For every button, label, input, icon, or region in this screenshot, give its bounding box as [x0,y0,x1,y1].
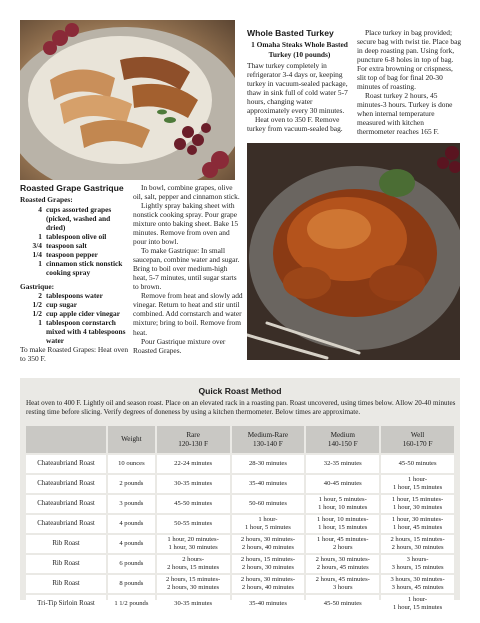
roast-cut-cell: Rib Roast [26,535,106,553]
roast-times-table [24,424,456,615]
table-cell: 2 hours, 15 minutes- 2 hours, 30 minutes [381,535,454,553]
ingredient-qty: 4 [38,204,42,214]
whole-roasted-turkey-photo [247,143,460,360]
ingredient-qty: 2 [38,290,42,300]
roast-cut-cell: Chateaubriand Roast [26,515,106,533]
table-row [26,535,454,553]
table-cell: 45-50 minutes [157,495,230,513]
roast-cut-cell: Tri-Tip Sirloin Roast [26,595,106,613]
ingredient-item [20,205,130,232]
table-cell: 6 pounds [108,555,155,573]
table-header-cell [26,426,106,453]
table-cell: 35-40 minutes [232,595,305,613]
ingredient-qty: 1/2 [32,308,42,318]
grape-step-1: To make Roasted Grapes: Heat oven to 350 F. [20,344,129,364]
table-cell: 4 pounds [108,535,155,553]
table-cell: 40-45 minutes [306,475,379,493]
roast-cut-cell: Chateaubriand Roast [26,495,106,513]
table-header-cell: Weight [108,426,155,453]
roast-cut-cell: Chateaubriand Roast [26,475,106,493]
grape-step-4: To make Gastrique: In small saucepan, combine water and sugar. Bring to boil over medium-high heat, 5-7 minutes, until sugar starts to brown. [133,246,240,292]
table-cell: 3 pounds [108,495,155,513]
ingredient-item [20,309,130,318]
turkey-ingredient-name: Omaha Steaks Whole Basted Turkey (10 pounds) [256,40,348,59]
table-cell: 35-40 minutes [232,475,305,493]
ingredient-name: tablespoons water [46,290,103,300]
grape-step-5: Remove from heat and slowly add vinegar. Return to heat and stir until combined. Add cornstarch and water mixture; bring to boil. Remove from heat. [133,291,243,337]
quick-roast-method-box [20,378,460,611]
table-cell: 1 hour, 15 minutes- 1 hour, 30 minutes [381,495,454,513]
ingredient-qty: 1/2 [32,299,42,309]
roast-cut-cell: Chateaubriand Roast [26,455,106,473]
table-cell: 1 hour, 45 minutes- 2 hours [306,535,379,553]
turkey-recipe-right-column [357,28,462,136]
gastrique-subtitle: Gastrique: [20,281,55,291]
table-cell: 8 pounds [108,575,155,593]
ingredient-qty: 1 [38,258,42,268]
table-cell: 1 hour, 10 minutes- 1 hour, 15 minutes [306,515,379,533]
table-cell: 45-50 minutes [306,595,379,613]
table-cell: 4 pounds [108,515,155,533]
sliced-turkey-photo [20,20,235,180]
grape-recipe-right-column [133,183,243,355]
ingredient-qty: 3/4 [32,240,42,250]
table-cell: 1 hour- 1 hour, 15 minutes [381,595,454,613]
table-cell: 3 hours, 30 minutes- 3 hours, 45 minutes [381,575,454,593]
table-cell: 28-30 minutes [232,455,305,473]
table-cell: 50-55 minutes [157,515,230,533]
table-header-cell: Rare 120-130 F [157,426,230,453]
table-cell: 2 hours, 30 minutes- 2 hours, 45 minutes [306,555,379,573]
grape-step-3: Lightly spray baking sheet with nonstick cooking spray. Pour grape mixture onto baking sheet. Bake 15 minutes. Remove from oven and pour into bowl. [133,201,239,247]
table-header-cell: Medium-Rare 130-140 F [232,426,305,453]
table-cell: 1 hour, 5 minutes- 1 hour, 10 minutes [306,495,379,513]
table-cell: 22-24 minutes [157,455,230,473]
turkey-step-1: Thaw turkey completely in refrigerator 3-4 days or, keeping turkey in vacuum-sealed package, thaw in sink full of cold water 5-7 hours, changing water approximately every 30 minutes. [247,60,348,115]
table-cell: 2 pounds [108,475,155,493]
grape-recipe-left-column [20,183,130,363]
ingredient-name: tablespoon cornstarch mixed with 4 tablespoons water [46,317,126,345]
ingredient-item [20,232,130,241]
table-cell: 2 hours, 30 minutes- 2 hours, 40 minutes [232,535,305,553]
ingredient-name: cups assorted grapes (picked, washed and dried) [46,204,112,232]
ingredient-qty: 1/4 [32,249,42,259]
ingredient-item [20,250,130,259]
table-cell: 2 hours, 15 minutes- 2 hours, 30 minutes [232,555,305,573]
ingredient-name: cup sugar [46,299,78,309]
table-row [26,555,454,573]
quick-roast-title: Quick Roast Method [198,386,282,396]
table-body [26,455,454,613]
turkey-ingredient [247,40,352,58]
table-cell: 30-35 minutes [157,595,230,613]
turkey-ingredient-qty: 1 [251,40,255,50]
ingredient-item [20,300,130,309]
table-header-cell: Medium 140-150 F [306,426,379,453]
table-cell: 1 hour- 1 hour, 5 minutes [232,515,305,533]
ingredient-item [20,259,130,277]
grape-recipe-title: Roasted Grape Gastrique [20,183,124,193]
ingredient-qty: 1 [38,231,42,241]
table-cell: 2 hours, 15 minutes- 2 hours, 30 minutes [157,575,230,593]
table-row [26,455,454,473]
table-row [26,515,454,533]
table-row [26,575,454,593]
table-header-cell: Well 160-170 F [381,426,454,453]
ingredient-name: teaspoon pepper [46,249,98,259]
ingredient-item [20,291,130,300]
ingredient-name: cup apple cider vinegar [46,308,120,318]
table-cell: 2 hours, 45 minutes- 3 hours [306,575,379,593]
turkey-step-2: Heat oven to 350 F. Remove turkey from vacuum-sealed bag. [247,114,343,133]
ingredient-name: teaspoon salt [46,240,87,250]
grape-step-6: Pour Gastrique mixture over Roasted Grapes. [133,336,226,355]
table-cell: 30-35 minutes [157,475,230,493]
table-row [26,475,454,493]
ingredient-item [20,318,130,345]
grape-step-2: In bowl, combine grapes, olive oil, salt, pepper and cinnamon stick. [133,183,240,202]
turkey-recipe-title: Whole Basted Turkey [247,28,334,38]
ingredient-item [20,241,130,250]
table-cell: 1 hour, 20 minutes- 1 hour, 30 minutes [157,535,230,553]
table-cell: 2 hours- 2 hours, 15 minutes [157,555,230,573]
roast-cut-cell: Rib Roast [26,575,106,593]
turkey-recipe-left-column [247,28,352,133]
table-cell: 32-35 minutes [306,455,379,473]
table-cell: 1 hour- 1 hour, 15 minutes [381,475,454,493]
table-cell: 50-60 minutes [232,495,305,513]
table-row [26,595,454,613]
table-header-row [26,426,454,453]
table-cell: 1 hour, 30 minutes- 1 hour, 45 minutes [381,515,454,533]
turkey-step-4: Roast turkey 2 hours, 45 minutes-3 hours. Turkey is done when internal temperature measured with kitchen thermometer reaches 165 F. [357,91,453,137]
ingredient-name: tablespoon olive oil [46,231,107,241]
ingredient-qty: 1 [38,317,42,327]
table-cell: 10 ounces [108,455,155,473]
table-cell: 45-50 minutes [381,455,454,473]
table-row [26,495,454,513]
roasted-grapes-ingredient-list [20,205,130,277]
gastrique-ingredient-list [20,291,130,345]
ingredient-name: cinnamon stick nonstick cooking spray [46,258,123,277]
table-cell: 2 hours, 30 minutes- 2 hours, 40 minutes [232,575,305,593]
quick-roast-intro: Heat oven to 400 F. Lightly oil and season roast. Place on an elevated rack in a roasting pan. Roast uncovered, using times below. Allow 20-40 minutes resting time before slicing. Verify degrees of doneness by using a kitchen thermometer. Below times are approximate. [26,399,456,416]
table-cell: 3 hours- 3 hours, 15 minutes [381,555,454,573]
roast-cut-cell: Rib Roast [26,555,106,573]
roasted-grapes-subtitle: Roasted Grapes: [20,195,73,205]
table-cell: 1 1/2 pounds [108,595,155,613]
turkey-step-3: Place turkey in bag provided; secure bag with twist tie. Place bag in deep roasting pan. Using fork, puncture 6-8 holes in top of bag. For extra browning or crispness, slit top of bag for final 20-30 minutes of roasting. [357,28,462,92]
